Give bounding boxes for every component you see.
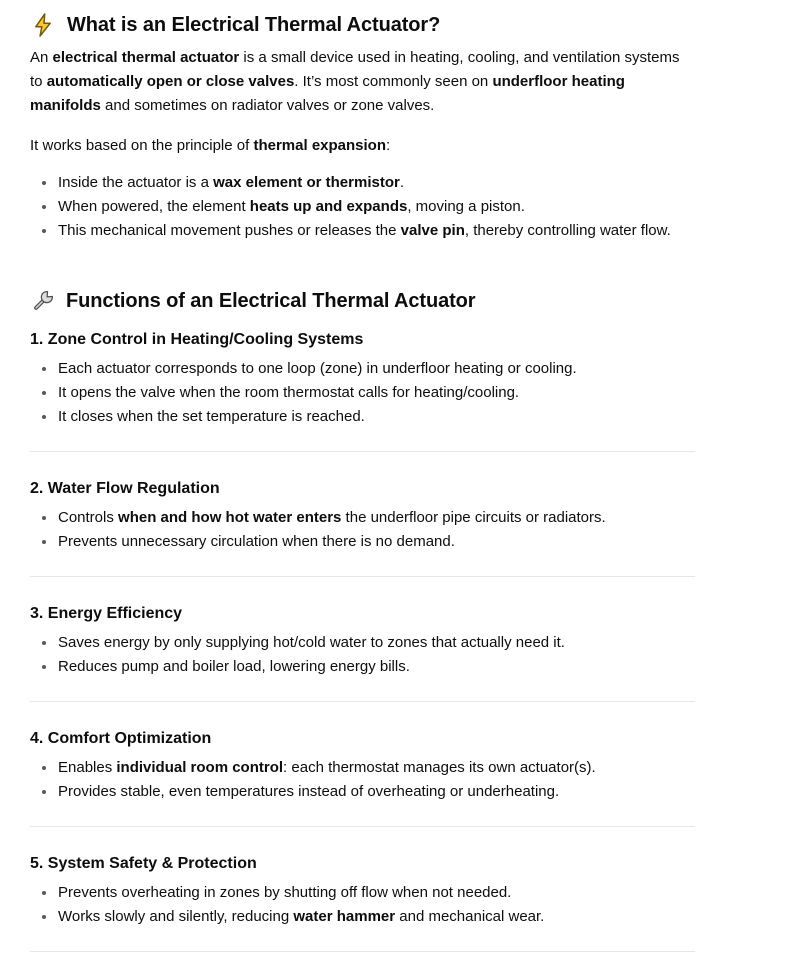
section-heading: 2. Water Flow Regulation xyxy=(30,480,220,497)
list-item xyxy=(58,219,695,243)
list-item xyxy=(58,506,695,530)
text-run: , thereby controlling water flow. xyxy=(464,222,671,239)
intro-bullet-list xyxy=(30,171,695,243)
intro-heading-text: What is an Electrical Thermal Actuator? xyxy=(67,14,441,36)
bold-text-run: underfloor heating manifolds xyxy=(30,73,625,114)
section-heading: 5. System Safety & Protection xyxy=(30,855,257,872)
list-item xyxy=(58,357,695,381)
text-run: Enables xyxy=(58,759,117,776)
numbered-section xyxy=(30,729,695,804)
text-run: Inside the actuator is a xyxy=(58,174,214,191)
wrench-icon xyxy=(30,289,55,314)
text-run: When powered, the element xyxy=(58,198,250,215)
bold-text-run: when and how hot water enters xyxy=(118,509,342,526)
intro-paragraph-2 xyxy=(30,134,695,158)
bullet-list xyxy=(30,506,695,554)
list-item xyxy=(58,881,695,905)
intro-paragraph-1 xyxy=(30,46,695,118)
text-run: and sometimes on radiator valves or zone valves. xyxy=(100,97,435,114)
functions-sections xyxy=(30,330,695,952)
list-item xyxy=(58,405,695,429)
text-run: : xyxy=(386,137,391,154)
text-run: Reduces pump and boiler load, lowering energy bills. xyxy=(58,658,410,675)
text-run: It works based on the principle of xyxy=(30,137,254,154)
list-item xyxy=(58,530,695,554)
text-run: and mechanical wear. xyxy=(395,908,545,925)
section-heading: 4. Comfort Optimization xyxy=(30,730,212,747)
numbered-section xyxy=(30,330,695,429)
bold-text-run: electrical thermal actuator xyxy=(52,49,240,66)
bold-text-run: water hammer xyxy=(293,908,396,925)
text-run: . It’s most commonly seen on xyxy=(294,73,493,90)
bold-text-run: automatically open or close valves xyxy=(46,73,295,90)
intro-heading xyxy=(30,12,695,38)
text-run: Each actuator corresponds to one loop (zone) in underfloor heating or cooling. xyxy=(58,360,577,377)
list-item xyxy=(58,381,695,405)
list-item xyxy=(58,655,695,679)
bold-text-run: thermal expansion xyxy=(253,137,387,154)
bullet-list xyxy=(30,756,695,804)
text-run: Works slowly and silently, reducing xyxy=(58,908,294,925)
text-run: Provides stable, even temperatures instead of overheating or underheating. xyxy=(58,783,560,800)
section-divider xyxy=(30,951,695,952)
list-item xyxy=(58,756,695,780)
bold-text-run: valve pin xyxy=(400,222,465,239)
section-divider xyxy=(30,576,695,577)
bold-text-run: individual room control xyxy=(116,759,284,776)
bold-text-run: heats up and expands xyxy=(249,198,408,215)
bullet-list xyxy=(30,357,695,429)
functions-heading-text: Functions of an Electrical Thermal Actuator xyxy=(66,290,476,312)
lightning-bolt-icon xyxy=(30,12,56,38)
section-divider xyxy=(30,701,695,702)
section-divider xyxy=(30,826,695,827)
bold-text-run: wax element or thermistor xyxy=(213,174,400,191)
text-run: . xyxy=(399,174,404,191)
text-run: It closes when the set temperature is reached. xyxy=(58,408,365,425)
list-item xyxy=(58,631,695,655)
text-run: the underfloor pipe circuits or radiators. xyxy=(341,509,606,526)
list-item xyxy=(58,905,695,929)
text-run: Saves energy by only supplying hot/cold water to zones that actually need it. xyxy=(58,634,565,651)
text-run: This mechanical movement pushes or releases the xyxy=(58,222,401,239)
numbered-section xyxy=(30,854,695,929)
text-run: : each thermostat manages its own actuator(s). xyxy=(283,759,596,776)
text-run: is a small device used in heating, cooling, and ventilation systems to xyxy=(30,49,680,90)
numbered-section xyxy=(30,604,695,679)
text-run: Controls xyxy=(58,509,119,526)
numbered-section xyxy=(30,479,695,554)
text-run: , moving a piston. xyxy=(407,198,525,215)
text-run: An xyxy=(30,49,53,66)
section-heading: 3. Energy Efficiency xyxy=(30,605,183,622)
bullet-list xyxy=(30,631,695,679)
section-divider xyxy=(30,451,695,452)
text-run: Prevents unnecessary circulation when there is no demand. xyxy=(58,533,455,550)
text-run: Prevents overheating in zones by shutting off flow when not needed. xyxy=(58,884,512,901)
bullet-list xyxy=(30,881,695,929)
section-heading: 1. Zone Control in Heating/Cooling Systems xyxy=(30,331,364,348)
functions-heading xyxy=(30,288,695,314)
text-run: It opens the valve when the room thermostat calls for heating/cooling. xyxy=(58,384,520,401)
list-item xyxy=(58,171,695,195)
list-item xyxy=(58,780,695,804)
list-item xyxy=(58,195,695,219)
